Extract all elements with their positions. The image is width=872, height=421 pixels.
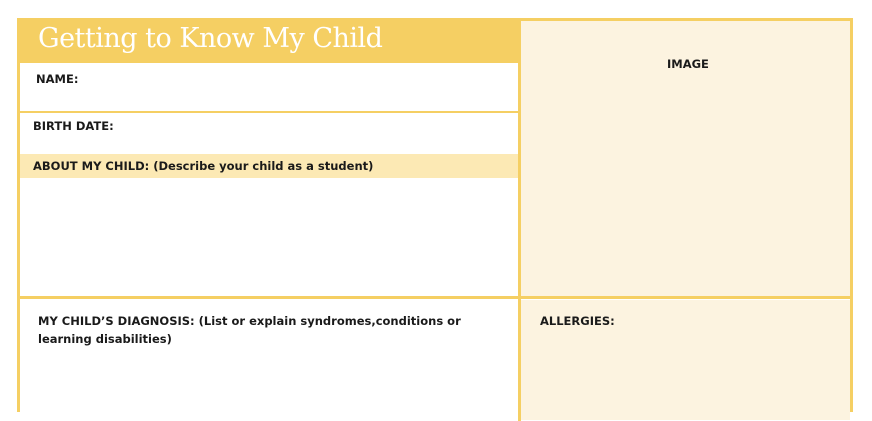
- about-header-bar: [20, 154, 518, 178]
- birth-date-label: BIRTH DATE:: [33, 119, 114, 133]
- form-title: Getting to Know My Child: [38, 23, 383, 54]
- getting-to-know-form: [17, 18, 853, 412]
- title-bar: [20, 21, 518, 61]
- allergies-label: ALLERGIES:: [540, 314, 615, 328]
- name-label: NAME:: [36, 72, 79, 86]
- divider: [20, 61, 518, 63]
- divider: [20, 111, 518, 113]
- divider: [20, 296, 850, 299]
- about-field[interactable]: [20, 179, 518, 295]
- column-divider: [518, 21, 521, 421]
- diagnosis-label: MY CHILD’S DIAGNOSIS: (List or explain syndromes,conditions or learning disabilities): [38, 314, 461, 346]
- image-label: IMAGE: [667, 57, 709, 71]
- name-field[interactable]: [110, 65, 510, 109]
- allergies-panel[interactable]: [521, 300, 850, 420]
- about-label: ABOUT MY CHILD: (Describe your child as a student): [33, 159, 374, 173]
- birth-date-field[interactable]: [130, 114, 510, 152]
- image-panel[interactable]: [521, 21, 850, 296]
- diagnosis-field[interactable]: [20, 353, 518, 415]
